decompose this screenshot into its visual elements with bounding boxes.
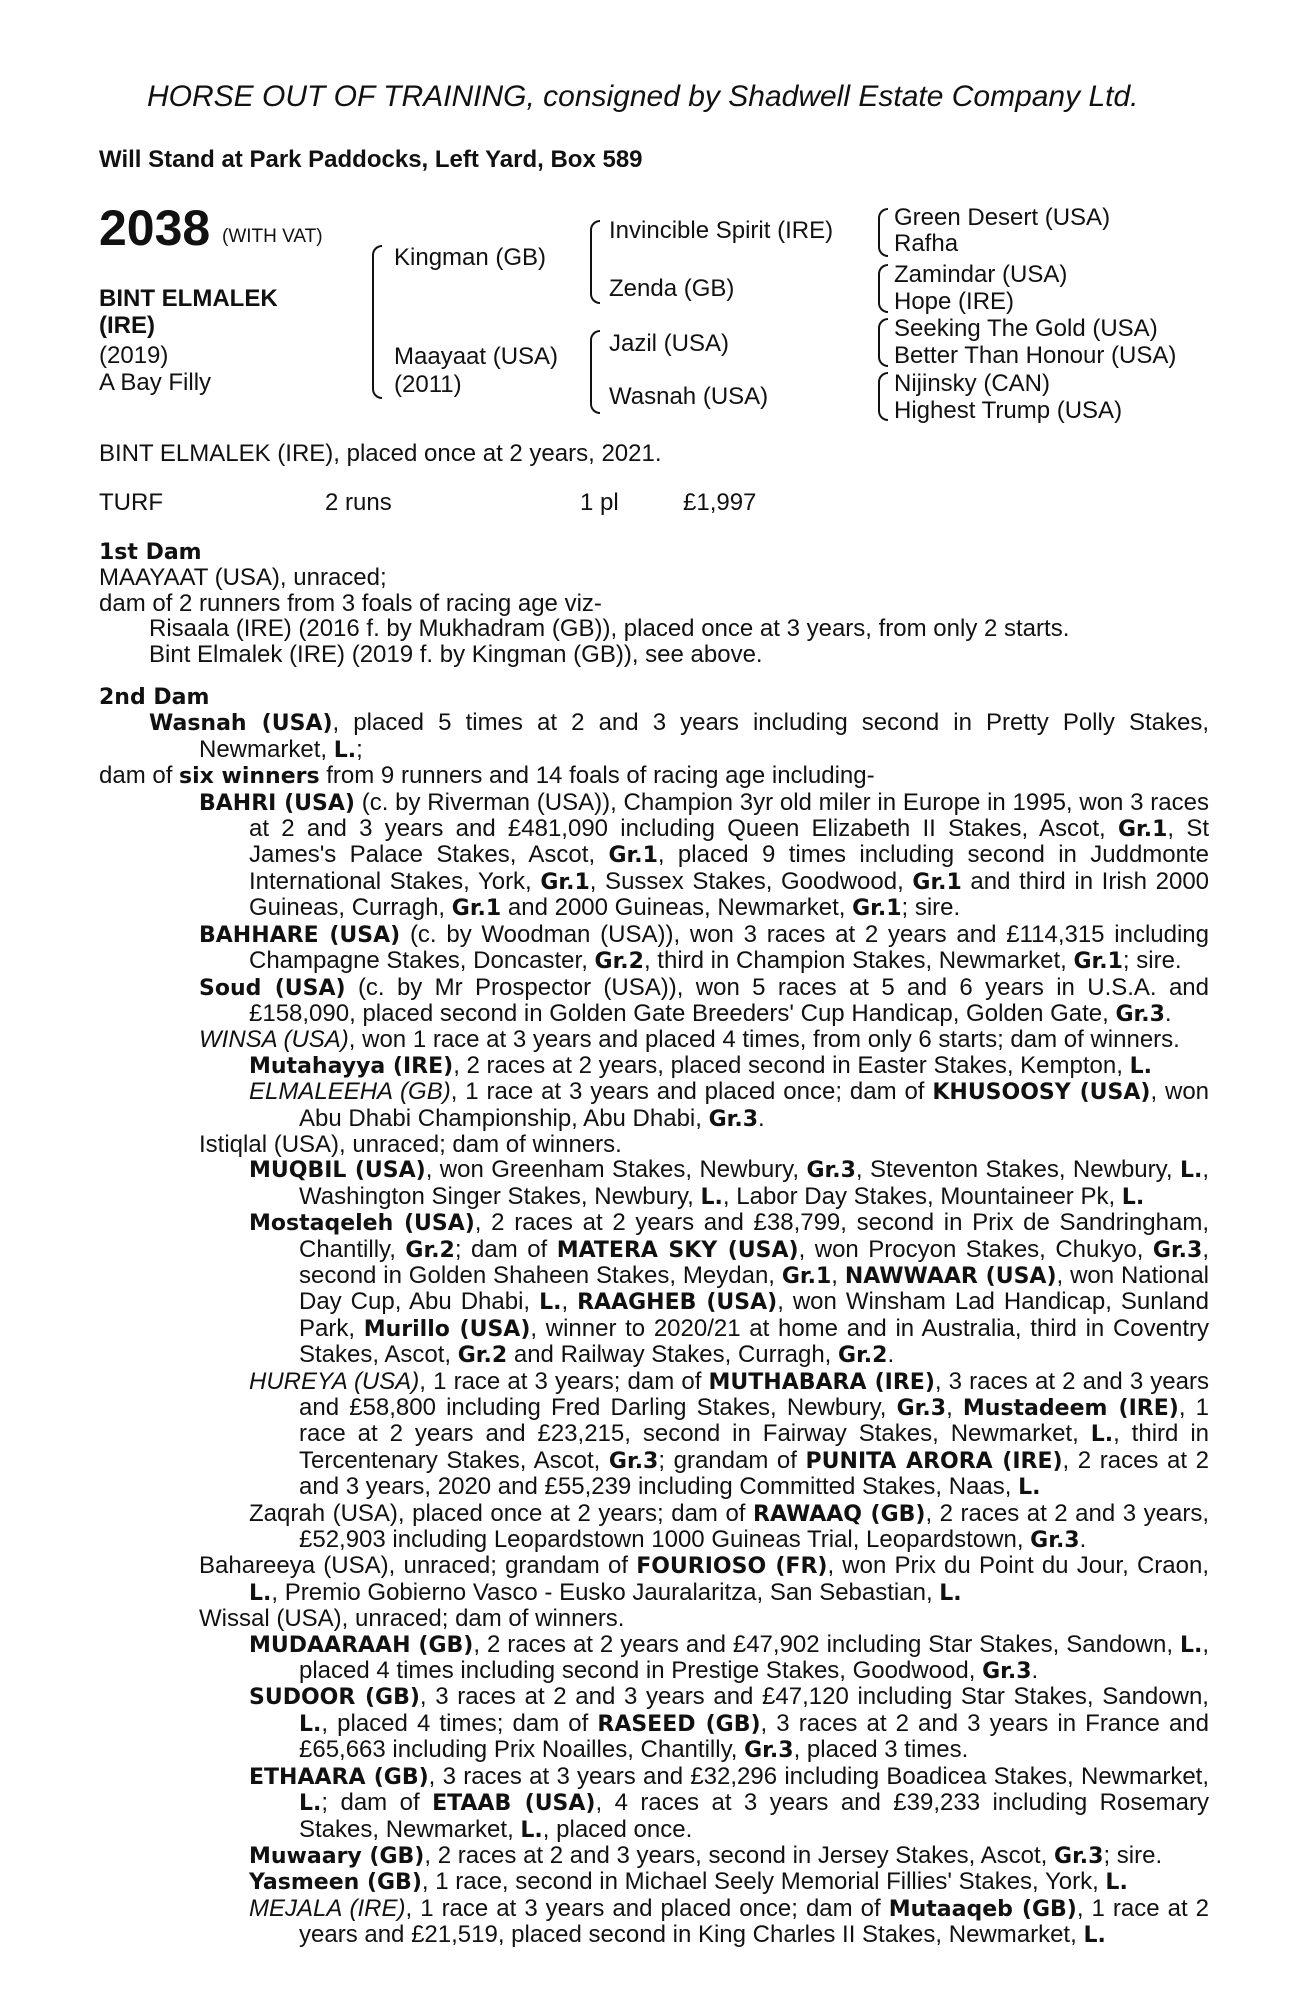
produce-entry: Wissal (USA), unraced; dam of winners. (199, 1605, 625, 1633)
produce-entry: MUDAARAAH (GB), 2 races at 2 years and £47,902 including Star Stakes, Sandown, L., placed 4 times including second in Prestige Stakes, Goodwood, Gr.3. (249, 1630, 1210, 1685)
first-dam-produce: Bint Elmalek (IRE) (2019 f. by Kingman (GB)), see above. (149, 640, 763, 668)
second-dam-heading: 2nd Dam (99, 685, 210, 711)
dam-sire-dam: Better Than Honour (USA) (894, 342, 1177, 369)
produce-entry: HUREYA (USA), 1 race at 3 years; dam of MUTHABARA (IRE), 3 races at 2 and 3 years and £58,800 including Fred Darling Stakes, Newbury, Gr.3, Mustadeem (IRE), 1 race at 2 years and £23,215, second in Fairway Stakes, Newmarket, L., third in Tercentenary Stakes, Ascot, Gr.3; grandam of PUNITA ARORA (IRE), 2 races at 2 and 3 years, 2020 and £55,239 including Committed Stakes, Naas, L. (249, 1367, 1209, 1501)
sire-dam: Zenda (GB) (609, 275, 735, 302)
first-dam-line: MAAYAAT (USA), unraced; (99, 564, 387, 592)
sire-dam-sire: Zamindar (USA) (894, 261, 1068, 288)
first-dam-produce: Risaala (IRE) (2016 f. by Mukhadram (GB)), placed once at 3 years, from only 2 starts. (149, 615, 1070, 643)
produce-entry: Mostaqeleh (USA), 2 races at 2 years and £38,799, second in Prix de Sandringham, Chantilly, Gr.2; dam of MATERA SKY (USA), won Procyon Stakes, Chukyo, Gr.3, second in Golden Shaheen Stakes, Meydan, Gr.1, NAWWAAR (USA), won National Day Cup, Abu Dhabi, L., RAAGHEB (USA), won Winsham Lad Handicap, Sunland Park, Murillo (USA), winner to 2020/21 at home and in Australia, third in Coventry Stakes, Ascot, Gr.2 and Railway Stakes, Curragh, Gr.2. (249, 1209, 1210, 1369)
pedigree-brace (590, 220, 600, 304)
vat-note: (WITH VAT) (222, 226, 323, 247)
dam-dam: Wasnah (USA) (609, 383, 769, 410)
race-summary: BINT ELMALEK (IRE), placed once at 2 years, 2021. (99, 440, 662, 467)
first-dam-heading: 1st Dam (99, 540, 202, 565)
stand-location: Will Stand at Park Paddocks, Left Yard, Box 589 (99, 146, 643, 173)
dam-dam-sire: Nijinsky (CAN) (894, 370, 1050, 397)
catalogue-header: HORSE OUT OF TRAINING, consigned by Shadwell Estate Company Ltd. (147, 80, 1139, 113)
record-placed: 1 pl (580, 489, 619, 516)
horse-year: (2019) (99, 342, 169, 369)
record-earnings: £1,997 (683, 489, 757, 516)
produce-entry: MEJALA (IRE), 1 race at 3 years and placed once; dam of Mutaaqeb (GB), 1 race at 2 years and £21,519, placed second in King Charles II Stakes, Newmarket, L. (249, 1894, 1210, 1949)
sire-dam-dam: Hope (IRE) (894, 288, 1015, 315)
dam-sire-sire: Seeking The Gold (USA) (894, 315, 1158, 342)
second-dam-entry: Wasnah (USA), placed 5 times at 2 and 3 years including second in Pretty Polly Stakes, Newmarket, L.; (149, 709, 1209, 763)
second-dam-produce-summary: dam of six winners from 9 runners and 14 foals of racing age including- (99, 762, 875, 790)
horse-name: BINT ELMALEK (IRE) (99, 285, 278, 339)
produce-entry: SUDOOR (GB), 3 races at 2 and 3 years and £47,120 including Star Stakes, Sandown, L., placed 4 times; dam of RASEED (GB), 3 races at 2 and 3 years in France and £65,663 including Prix Noailles, Chantilly, Gr.3, placed 3 times. (249, 1683, 1209, 1764)
dam: Maayaat (USA) (394, 343, 559, 370)
sire-sire: Invincible Spirit (IRE) (609, 217, 834, 244)
produce-entry: BAHHARE (USA) (c. by Woodman (USA)), won 3 races at 2 years and £114,315 including Champagne Stakes, Doncaster, Gr.2, third in Champion Stakes, Newmarket, Gr.1; sire. (199, 920, 1210, 975)
produce-entry: Istiqlal (USA), unraced; dam of winners. (199, 1130, 622, 1158)
produce-entry: MUQBIL (USA), won Greenham Stakes, Newbury, Gr.3, Steventon Stakes, Newbury, L., Washington Singer Stakes, Newbury, L., Labor Day Stakes, Mountaineer Pk, L. (249, 1156, 1209, 1210)
produce-entry: Bahareeya (USA), unraced; grandam of FOURIOSO (FR), won Prix du Point du Jour, Craon, L., Premio Gobierno Vasco - Eusko Jauralaritza, San Sebastian, L. (199, 1552, 1209, 1606)
horse-details (99, 342, 211, 396)
produce-entry: ELMALEEHA (GB), 1 race at 3 years and placed once; dam of KHUSOOSY (USA), won Abu Dhabi Championship, Abu Dhabi, Gr.3. (249, 1078, 1210, 1132)
horse-description: A Bay Filly (99, 369, 212, 396)
produce-entry: Muwaary (GB), 2 races at 2 and 3 years, second in Jersey Stakes, Ascot, Gr.3; sire. (249, 1841, 1163, 1869)
pedigree-brace (878, 264, 888, 313)
pedigree-brace (878, 318, 888, 367)
first-dam-line: dam of 2 runners from 3 foals of racing age viz- (99, 589, 602, 617)
pedigree-brace (878, 372, 888, 421)
sire: Kingman (GB) (394, 244, 547, 271)
sire-sire-sire: Green Desert (USA) (894, 204, 1111, 231)
pedigree-brace (590, 330, 600, 414)
first-dam-section (99, 540, 1209, 1949)
produce-entry: ETHAARA (GB), 3 races at 3 years and £32,296 including Boadicea Stakes, Newmarket, L.; dam of ETAAB (USA), 4 races at 3 years and £39,233 including Rosemary Stakes, Newmarket, L., placed once. (249, 1762, 1210, 1843)
pedigree-brace (372, 245, 382, 399)
sire-sire-dam: Rafha (894, 230, 959, 257)
dam-dam-dam: Highest Trump (USA) (894, 397, 1123, 424)
produce-entry: WINSA (USA), won 1 race at 3 years and placed 4 times, from only 6 starts; dam of winners. (199, 1026, 1180, 1054)
produce-entry: Yasmeen (GB), 1 race, second in Michael Seely Memorial Fillies' Stakes, York, L. (249, 1868, 1128, 1896)
dam-year: (2011) (394, 371, 462, 398)
produce-entry: BAHRI (USA) (c. by Riverman (USA)), Champion 3yr old miler in Europe in 1995, won 3 races at 2 and 3 years and £481,090 including Queen Elizabeth II Stakes, Ascot, Gr.1, St James's Palace Stakes, Ascot, Gr.1, placed 9 times including second in Juddmonte International Stakes, York, Gr.1, Sussex Stakes, Goodwood, Gr.1 and third in Irish 2000 Guineas, Curragh, Gr.1 and 2000 Guineas, Newmarket, Gr.1; sire. (199, 788, 1210, 922)
dam-sire: Jazil (USA) (609, 330, 730, 357)
produce-entry: Soud (USA) (c. by Mr Prospector (USA)), won 5 races at 5 and 6 years in U.S.A. and £158,090, placed second in Golden Gate Breeders' Cup Handicap, Golden Gate, Gr.3. (199, 973, 1209, 1027)
record-runs: 2 runs (325, 489, 392, 516)
lot-number: 2038 (99, 200, 211, 256)
pedigree-brace (878, 208, 888, 257)
record-surface: TURF (99, 489, 163, 516)
produce-entry: Zaqrah (USA), placed once at 2 years; dam of RAWAAQ (GB), 2 races at 2 and 3 years, £52,903 including Leopardstown 1000 Guineas Trial, Leopardstown, Gr.3. (249, 1499, 1209, 1554)
produce-entry: Mutahayya (IRE), 2 races at 2 years, placed second in Easter Stakes, Kempton, L. (249, 1051, 1152, 1079)
